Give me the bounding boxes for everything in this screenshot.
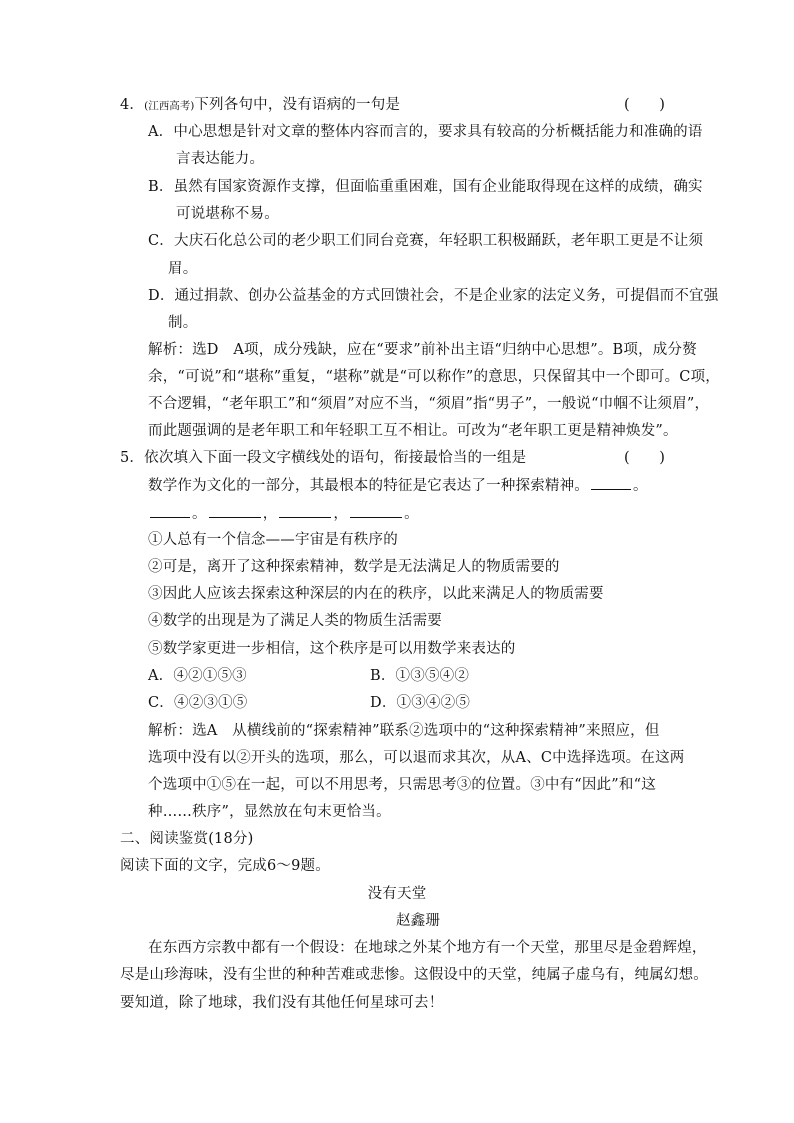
answer-paren: ( ) [624, 97, 666, 113]
option-a: A．④②①⑤③ [148, 668, 247, 684]
punctuation: ， [262, 506, 278, 522]
reading-instruction: 阅读下面的文字，完成6～9题。 [120, 858, 330, 874]
passage-text: 数学作为文化的一部分，其最根本的特征是它表达了一种探索精神。 [148, 478, 589, 494]
option-c-line-2: 眉。 [168, 261, 198, 277]
paragraph-line-2: 尽是山珍海味，没有尘世的种种苦难或悲惨。这假设中的天堂，纯属子虚乌有，纯属幻想。 [120, 967, 708, 983]
question-number: 5． [120, 450, 145, 466]
explanation-line-2: 余，“可说”和“堪称”重复，“堪称”就是“可以称作”的意思，只保留其中一个即可。C项， [148, 369, 720, 385]
option-c-line-1: C．大庆石化总公司的老少职工们同台竞赛，年轻职工积极踊跃，老年职工更是不让须 [148, 233, 704, 249]
fill-blank-1 [591, 475, 631, 490]
explanation-line-2: 选项中没有以②开头的选项，那么，可以退而求其次，从A、C中选择选项。在这两 [148, 750, 685, 766]
option-b: B．①③⑤④② [370, 668, 470, 684]
option-c: C．④②③①⑤ [148, 695, 248, 711]
question-5-stem [120, 448, 526, 468]
fill-blank-3 [209, 503, 261, 518]
question-4-stem [120, 95, 400, 116]
question-source: (江西高考) [144, 100, 195, 112]
passage-line-1 [148, 475, 648, 496]
section-heading: 二、阅读鉴赏(18分) [120, 831, 254, 847]
option-b-line-2: 可说堪称不易。 [176, 206, 279, 222]
option-d: D．①③④②⑤ [370, 695, 471, 711]
question-number: 4． [120, 97, 145, 113]
list-item-5: ⑤数学家更进一步相信，这个秩序是可以用数学来表达的 [148, 641, 516, 657]
question-text: 下列各句中，没有语病的一句是 [194, 97, 401, 113]
paragraph-line-3: 要知道，除了地球，我们没有其他任何星球可去！ [120, 995, 444, 1011]
punctuation: ， [333, 506, 349, 522]
fill-blank-2 [150, 503, 190, 518]
question-text: 依次填入下面一段文字横线处的语句，衔接最恰当的一组是 [144, 450, 527, 466]
option-d-line-2: 制。 [168, 315, 198, 331]
explanation-line-1: 解析：选D A项，成分残缺，应在“要求”前补出主语“归纳中心思想”。B项，成分赘 [148, 342, 697, 358]
list-item-2: ②可是，离开了这种探索精神，数学是无法满足人的物质需要的 [148, 559, 560, 575]
article-author: 赵鑫珊 [395, 913, 441, 929]
answer-paren: ( ) [624, 450, 666, 466]
list-item-1: ①人总有一个信念——宇宙是有秩序的 [148, 532, 398, 548]
option-d-line-1: D．通过捐款、创办公益基金的方式回馈社会，不是企业家的法定义务，可提倡而不宜强 [148, 288, 719, 304]
passage-line-2 [148, 503, 419, 524]
punctuation: 。 [404, 506, 419, 522]
explanation-line-4: 而此题强调的是老年职工和年轻职工互不相让。可改为“老年职工更是精神焕发”。 [148, 423, 678, 439]
option-b-line-1: B．虽然有国家资源作支撑，但面临重重困难，国有企业能取得现在这样的成绩，确实 [148, 179, 703, 195]
paragraph-line-1: 在东西方宗教中都有一个假设：在地球之外某个地方有一个天堂，那里尽是金碧辉煌， [148, 940, 707, 956]
punctuation: 。 [633, 478, 648, 494]
fill-blank-5 [350, 503, 402, 518]
list-item-3: ③因此人应该去探索这种深层的内在的秩序，以此来满足人的物质需要 [148, 586, 604, 602]
option-a-line-2: 言表达能力。 [176, 151, 265, 167]
list-item-4: ④数学的出现是为了满足人类的物质生活需要 [148, 613, 442, 629]
fill-blank-4 [279, 503, 331, 518]
punctuation: 。 [192, 506, 207, 522]
explanation-line-3: 个选项中①⑤在一起，可以不用思考，只需思考③的位置。③中有“因此”和“这 [148, 777, 656, 793]
option-a-line-1: A．中心思想是针对文章的整体内容而言的，要求具有较高的分析概括能力和准确的语 [148, 124, 703, 140]
article-title: 没有天堂 [367, 886, 427, 902]
explanation-line-1: 解析：选A 从横线前的“探索精神”联系②选项中的“这种探索精神”来照应，但 [148, 723, 660, 739]
explanation-line-3: 不合逻辑，“老年职工”和“须眉”对应不当，“须眉”指“男子”，一般说“巾帼不让须眉”， [148, 396, 710, 412]
explanation-line-4: 种……秩序”，显然放在句末更恰当。 [148, 804, 391, 820]
